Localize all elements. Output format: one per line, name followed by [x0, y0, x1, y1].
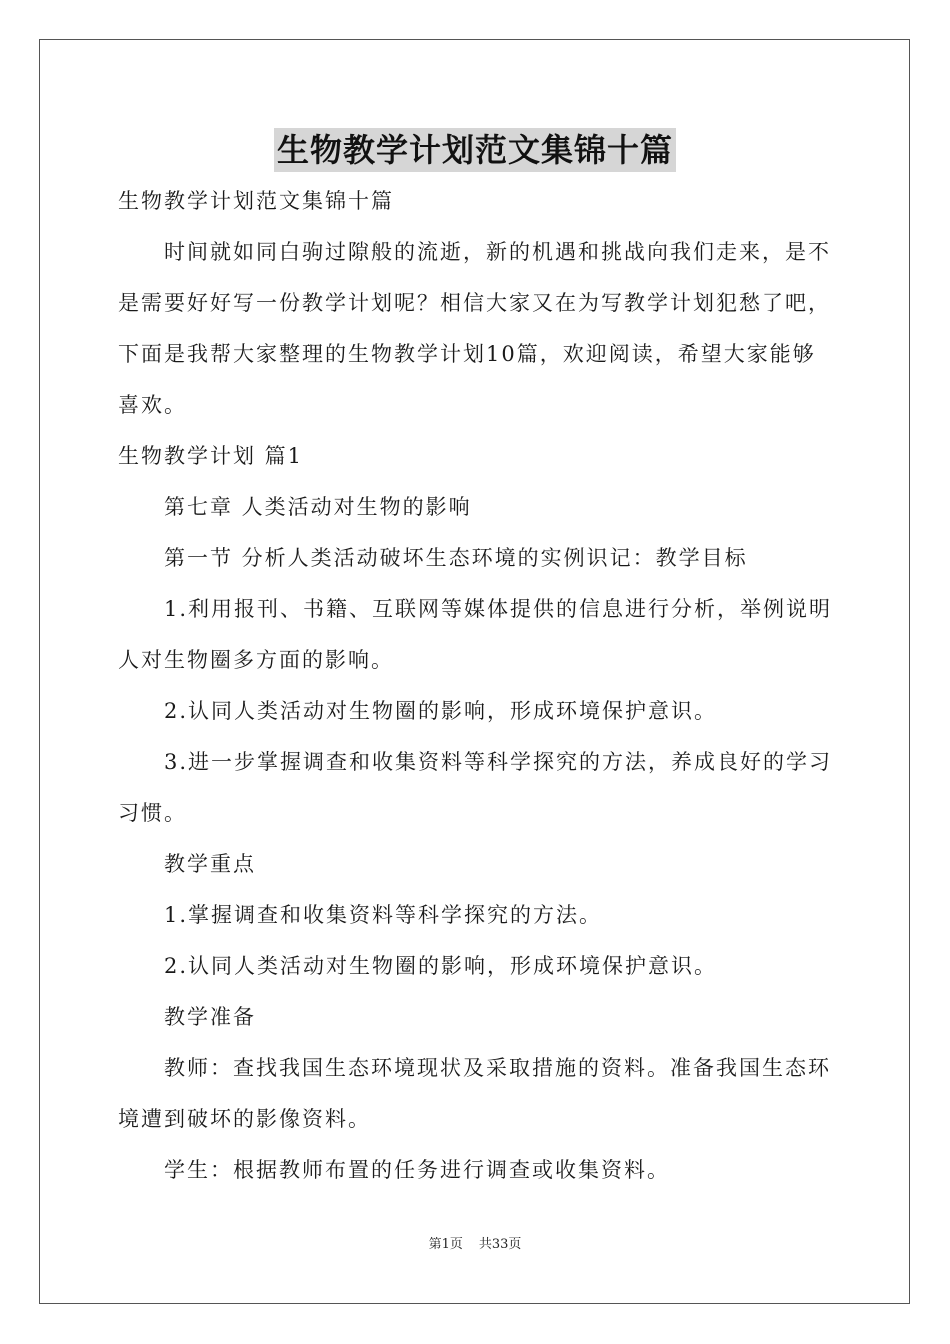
section-heading: 生物教学计划 篇1 — [118, 444, 304, 468]
page-total: 共33页 — [478, 1237, 522, 1252]
paragraph: 第七章 人类活动对生物的影响 — [164, 495, 472, 519]
paragraph: 2.认同人类活动对生物圈的影响，形成环境保护意识。 — [164, 699, 718, 723]
paragraph: 第一节 分析人类活动破坏生态环境的实例识记：教学目标 — [164, 546, 748, 570]
title-container — [0, 128, 950, 172]
paragraph: 3.进一步掌握调查和收集资料等科学探究的方法，养成良好的学习习惯。 — [118, 750, 833, 825]
document-body — [118, 176, 834, 1196]
paragraph: 生物教学计划范文集锦十篇 — [118, 189, 394, 213]
paragraph: 1.掌握调查和收集资料等科学探究的方法。 — [164, 903, 603, 927]
page-number: 第1页 — [428, 1237, 463, 1252]
paragraph: 学生：根据教师布置的任务进行调查或收集资料。 — [164, 1158, 670, 1182]
paragraph: 教学准备 — [164, 1005, 256, 1029]
paragraph: 时间就如同白驹过隙般的流逝，新的机遇和挑战向我们走来，是不是需要好好写一份教学计划呢？相信大家又在为写教学计划犯愁了吧，下面是我帮大家整理的生物教学计划10篇，欢迎阅读，希望大家能够喜欢。 — [118, 240, 831, 417]
paragraph: 教学重点 — [164, 852, 256, 876]
paragraph: 2.认同人类活动对生物圈的影响，形成环境保护意识。 — [164, 954, 718, 978]
page-footer — [0, 1236, 950, 1254]
paragraph: 教师：查找我国生态环境现状及采取措施的资料。准备我国生态环境遭到破坏的影像资料。 — [118, 1056, 831, 1131]
paragraph: 1.利用报刊、书籍、互联网等媒体提供的信息进行分析，举例说明人对生物圈多方面的影响。 — [118, 597, 833, 672]
document-title: 生物教学计划范文集锦十篇 — [274, 128, 676, 172]
